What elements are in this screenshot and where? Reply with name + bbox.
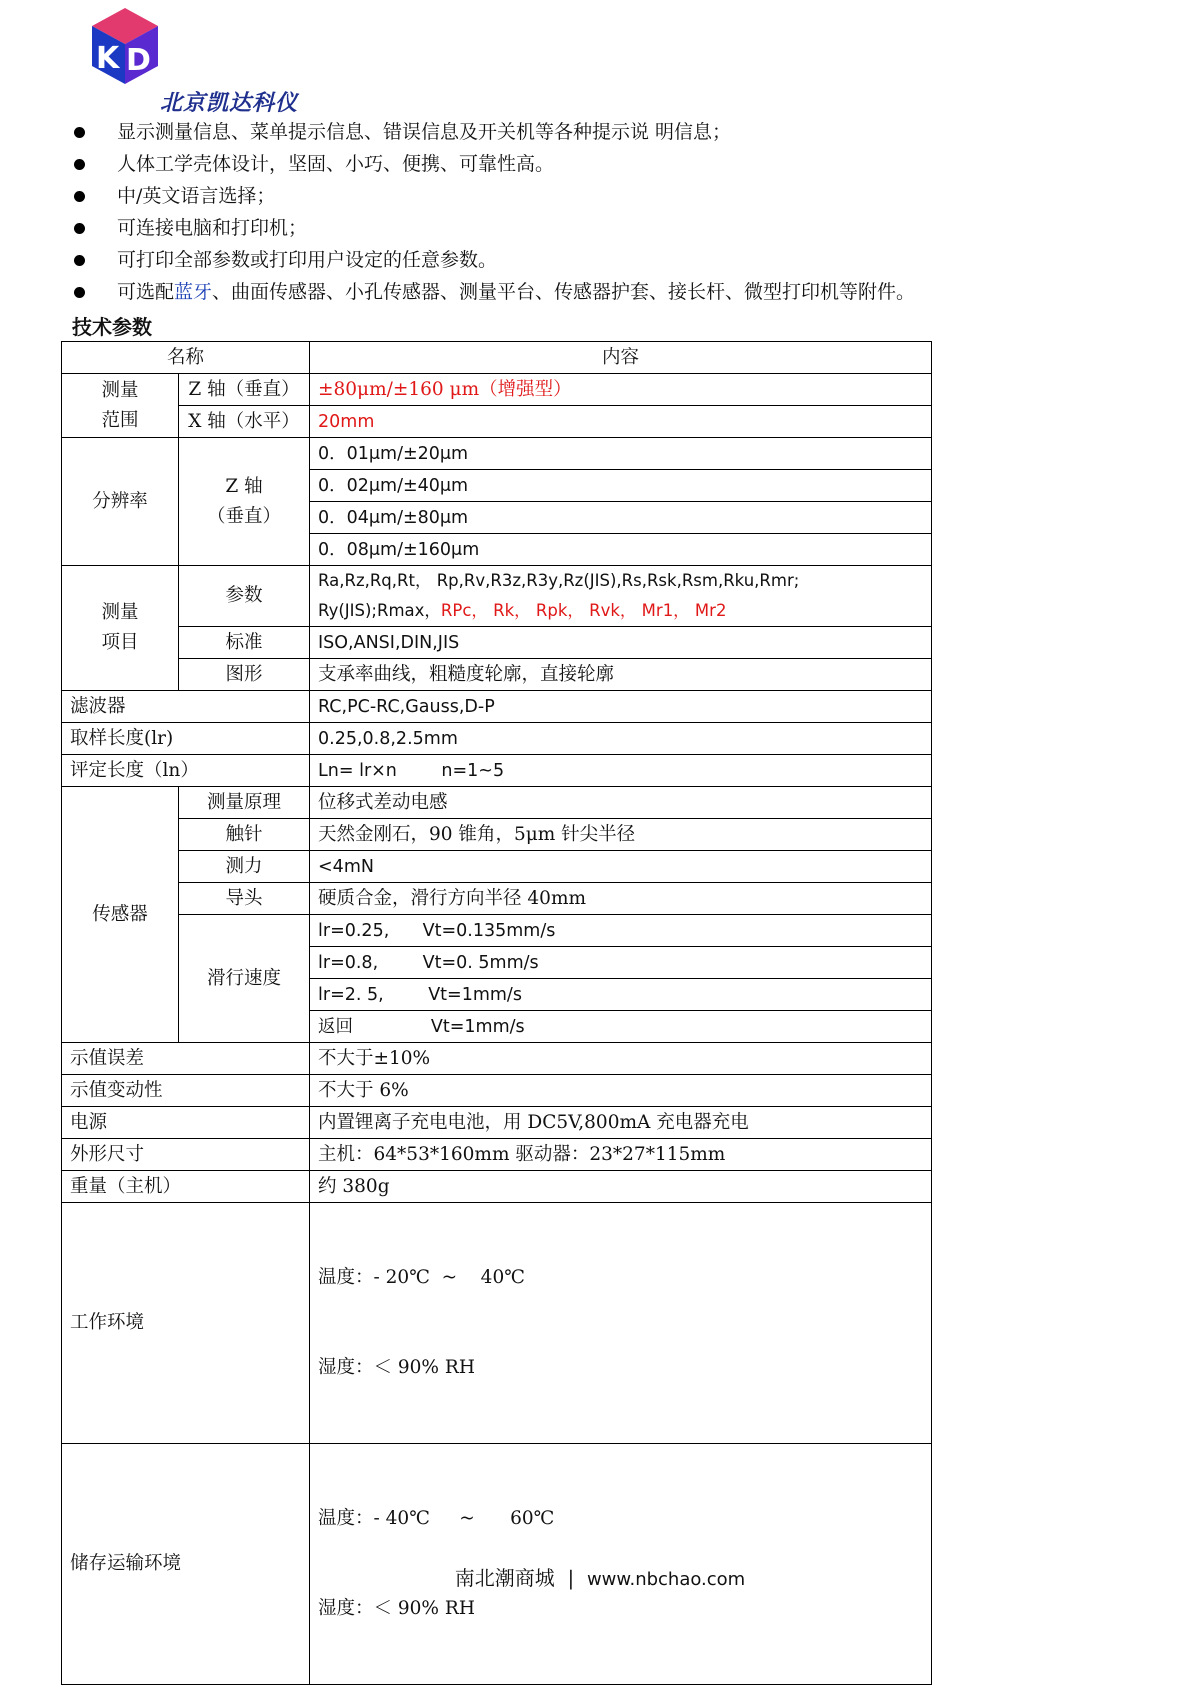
guide-value: 硬质合金，滑行方向半径 40mm [310,883,932,915]
filter-value: RC,PC-RC,Gauss,D-P [310,691,932,723]
speed-label: 滑行速度 [179,915,310,1043]
storage-env-label: 储存运输环境 [62,1444,310,1685]
items-label: 测量 项目 [62,566,179,691]
work-env-value [310,1203,932,1444]
table-row [62,566,932,627]
weight-value: 约 380g [310,1171,932,1203]
variation-label: 示值变动性 [62,1075,310,1107]
standard-label: 标准 [179,627,310,659]
bullet-icon [74,191,85,202]
filter-label: 滤波器 [62,691,310,723]
table-row [62,406,932,438]
table-row [62,1139,932,1171]
page-footer [0,1562,1200,1591]
header-content: 内容 [310,342,932,374]
stylus-value: 天然金刚石，90 锥角，5μm 针尖半径 [310,819,932,851]
resolution-value: 0．02μm/±40μm [310,470,932,502]
eval-length-value: Ln= lr×n n=1~5 [310,755,932,787]
table-row [62,755,932,787]
bullet-icon [74,223,85,234]
speed-value: 返回 Vt=1mm/s [310,1011,932,1043]
resolution-value: 0．08μm/±160μm [310,534,932,566]
table-row [62,1203,932,1444]
resolution-label: 分辨率 [62,438,179,566]
section-title: 技术参数 [72,315,152,339]
size-label: 外形尺寸 [62,1139,310,1171]
power-value: 内置锂离子充电电池，用 DC5V,800mA 充电器充电 [310,1107,932,1139]
principle-label: 测量原理 [179,787,310,819]
range-x-value: 20mm [310,406,932,438]
work-env-label: 工作环境 [62,1203,310,1444]
footer-url-link[interactable]: www.nbchao.com [586,1569,746,1590]
force-label: 测力 [179,851,310,883]
bullet-icon [74,127,85,138]
standard-value: ISO,ANSI,DIN,JIS [310,627,932,659]
footer-separator: | [554,1566,587,1590]
variation-value: 不大于 6% [310,1075,932,1107]
feature-item: 可打印全部参数或打印用户设定的任意参数。 [72,244,1172,276]
table-row [62,659,932,691]
table-row [62,819,932,851]
table-row [62,915,932,947]
guide-label: 导头 [179,883,310,915]
speed-value: lr=2. 5, Vt=1mm/s [310,979,932,1011]
bluetooth-link[interactable]: 蓝牙 [174,281,213,303]
storage-temp: 温度：- 40℃ ~ 60℃ [318,1508,555,1529]
range-z-value: ±80μm/±160 μm（增强型） [310,374,932,406]
force-value: <4mN [310,851,932,883]
table-row [62,1107,932,1139]
param-line-2: Ry(JIS);Rmax，RPc， Rk， Rpk， Rvk， Mr1， Mr2 [318,601,727,620]
table-row [62,627,932,659]
svg-text:K: K [96,41,120,76]
header-name: 名称 [62,342,310,374]
error-label: 示值误差 [62,1043,310,1075]
feature-item: 可连接电脑和打印机； [72,212,1172,244]
spec-table [61,341,932,1685]
speed-value: lr=0.25, Vt=0.135mm/s [310,915,932,947]
company-name: 北京凯达科仪 [160,90,299,116]
sample-length-value: 0.25,0.8,2.5mm [310,723,932,755]
table-row [62,691,932,723]
storage-humidity: 湿度：＜ 90% RH [318,1598,475,1619]
table-row [62,374,932,406]
table-row [62,438,932,470]
range-label: 测量 范围 [62,374,179,438]
range-x-label: X 轴（水平） [179,406,310,438]
table-row [62,787,932,819]
company-logo [88,6,162,86]
graph-label: 图形 [179,659,310,691]
table-row [62,883,932,915]
svg-text:D: D [126,43,151,78]
feature-item: 可选配蓝牙、曲面传感器、小孔传感器、测量平台、传感器护套、接长杆、微型打印机等附件。 [72,276,1172,308]
range-z-label: Z 轴（垂直） [179,374,310,406]
stylus-label: 触针 [179,819,310,851]
feature-item: 显示测量信息、菜单提示信息、错误信息及开关机等各种提示说 明信息； [72,116,1172,148]
sensor-label: 传感器 [62,787,179,1043]
work-temp: 温度：- 20℃ ~ 40℃ [318,1267,525,1288]
table-row [62,1075,932,1107]
size-value: 主机：64*53*160mm 驱动器：23*27*115mm [310,1139,932,1171]
table-row [62,851,932,883]
principle-value: 位移式差动电感 [310,787,932,819]
param-line-1: Ra,Rz,Rq,Rt， Rp,Rv,R3z,R3y,Rz(JIS),Rs,Rsk,Rsm,Rku,Rmr; [318,571,800,590]
param-value [310,566,932,627]
table-row [62,1171,932,1203]
bullet-icon [74,159,85,170]
eval-length-label: 评定长度（ln） [62,755,310,787]
graph-value: 支承率曲线，粗糙度轮廓，直接轮廓 [310,659,932,691]
weight-label: 重量（主机） [62,1171,310,1203]
table-header-row [62,342,932,374]
table-row [62,1043,932,1075]
feature-item: 中/英文语言选择； [72,180,1172,212]
resolution-value: 0．01μm/±20μm [310,438,932,470]
speed-value: lr=0.8, Vt=0. 5mm/s [310,947,932,979]
resolution-value: 0．04μm/±80μm [310,502,932,534]
feature-item: 人体工学壳体设计，坚固、小巧、便携、可靠性高。 [72,148,1172,180]
work-humidity: 湿度：＜ 90% RH [318,1357,475,1378]
resolution-axis: Z 轴 （垂直） [179,438,310,566]
footer-site-name: 南北潮商城 [454,1566,555,1590]
error-value: 不大于±10% [310,1043,932,1075]
param-label: 参数 [179,566,310,627]
bullet-icon [74,255,85,266]
sample-length-label: 取样长度(lr) [62,723,310,755]
bullet-icon [74,287,85,298]
feature-list [72,116,1172,308]
table-row [62,723,932,755]
power-label: 电源 [62,1107,310,1139]
